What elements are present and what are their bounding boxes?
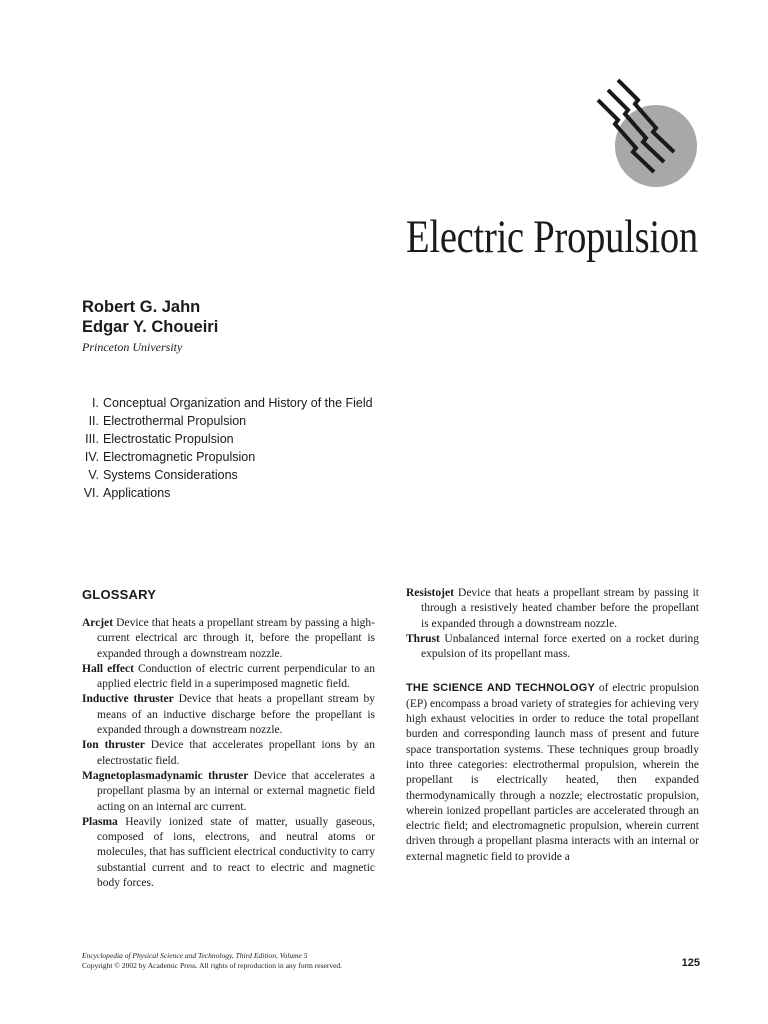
glossary-definition: Conduction of electric current perpendicular to an applied electric field in a superimposed magnetic field. [97,662,376,691]
toc-label: Conceptual Organization and History of the Field [103,396,373,410]
glossary-definition: Device that heats a propellant stream by passing a high-current electrical arc through it, before the propellant is expanded through a downstream nozzle. [97,617,375,660]
toc-label: Electrothermal Propulsion [103,414,247,428]
toc-number: V. [88,468,99,482]
toc-label: Systems Considerations [103,468,238,482]
page-number: 125 [681,957,700,969]
toc-label: Applications [103,486,171,500]
toc-item [82,448,373,466]
body-lead-in: THE SCIENCE AND TECHNOLOGY [406,682,596,695]
body-text: of electric propulsion (EP) encompass a broad variety of strategies for achieving very high exhaust velocities in order to reduce the total propellant burden and corresponding launch mass of present and future space transportation systems. These techniques group broadly into three categories: electrothermal propulsion, wherein the propellant is electrically heated, then expanded thermodynamically through a nozzle; electrostatic propulsion, wherein ionized propellant particles are accelerated through an electric field; and electromagnetic propulsion, wherein current driven through a propellant plasma interacts with an internal or external magnetic field to provide a [406,682,700,863]
glossary-entry [82,662,375,693]
toc-number: VI. [83,486,99,500]
article-title: Electric Propulsion [406,211,698,263]
table-of-contents [82,394,373,502]
toc-item [82,466,373,484]
author-name: Robert G. Jahn [82,298,201,316]
toc-label: Electrostatic Propulsion [103,432,234,446]
glossary-term: Inductive thruster [82,693,174,706]
toc-number: III. [85,432,99,446]
glossary-definition: Device that accelerates propellant ions by an electrostatic field. [97,739,375,767]
glossary-definition: Device that heats a propellant stream by means of an inductive discharge before the propellant is expanded through a downstream nozzle. [97,693,375,737]
page-footer [82,951,342,971]
glossary-term: Arcjet [82,617,114,629]
toc-item [82,394,373,412]
footer-source: Encyclopedia of Physical Science and Technology, Third Edition, Volume 5 [82,951,308,960]
author-block [82,297,218,355]
lightning-logo-icon [590,74,702,192]
glossary-term: Resistojet [406,587,454,599]
glossary-term: Magnetoplasmadynamic thruster [82,769,249,782]
glossary-entry [82,692,375,738]
toc-item [82,412,373,430]
toc-number: II. [88,414,99,428]
glossary-term: Hall effect [82,662,134,675]
author-name: Edgar Y. Choueiri [82,318,219,336]
glossary-entry [406,632,699,663]
glossary-entry [82,769,375,815]
glossary-column-right [406,586,699,865]
toc-number: IV. [84,450,99,464]
toc-item [82,484,373,502]
glossary-column-left [82,616,375,891]
toc-number: I. [92,396,99,410]
toc-item [82,430,373,448]
glossary-term: Ion thruster [82,739,145,752]
glossary-term: Plasma [82,815,118,828]
glossary-heading: GLOSSARY [82,587,157,602]
author-affiliation: Princeton University [82,340,183,354]
glossary-definition: Device that heats a propellant stream by passing it through a resistively heated chamber before the propellant is expanded through a downstream nozzle. [421,587,700,630]
toc-label: Electromagnetic Propulsion [103,450,256,464]
body-paragraph [406,681,699,865]
glossary-definition: Unbalanced internal force exerted on a rocket during expulsion of its propellant mass. [421,632,700,661]
glossary-entry [82,815,375,891]
glossary-definition: Device that accelerates a propellant plasma by an internal or external magnetic field acting on an internal arc current. [97,769,376,813]
glossary-definition: Heavily ionized state of matter, usually gaseous, composed of ions, electrons, and neutral atoms or molecules, that has sufficient electrical conductivity to carry substantial current and to react to electric and magnetic body forces. [97,815,376,890]
glossary-entry [82,738,375,769]
glossary-term: Thrust [406,632,440,645]
glossary-entry [406,586,699,632]
footer-copyright: Copyright © 2002 by Academic Press. All rights of reproduction in any form reserved. [82,961,343,970]
glossary-entry [82,616,375,662]
